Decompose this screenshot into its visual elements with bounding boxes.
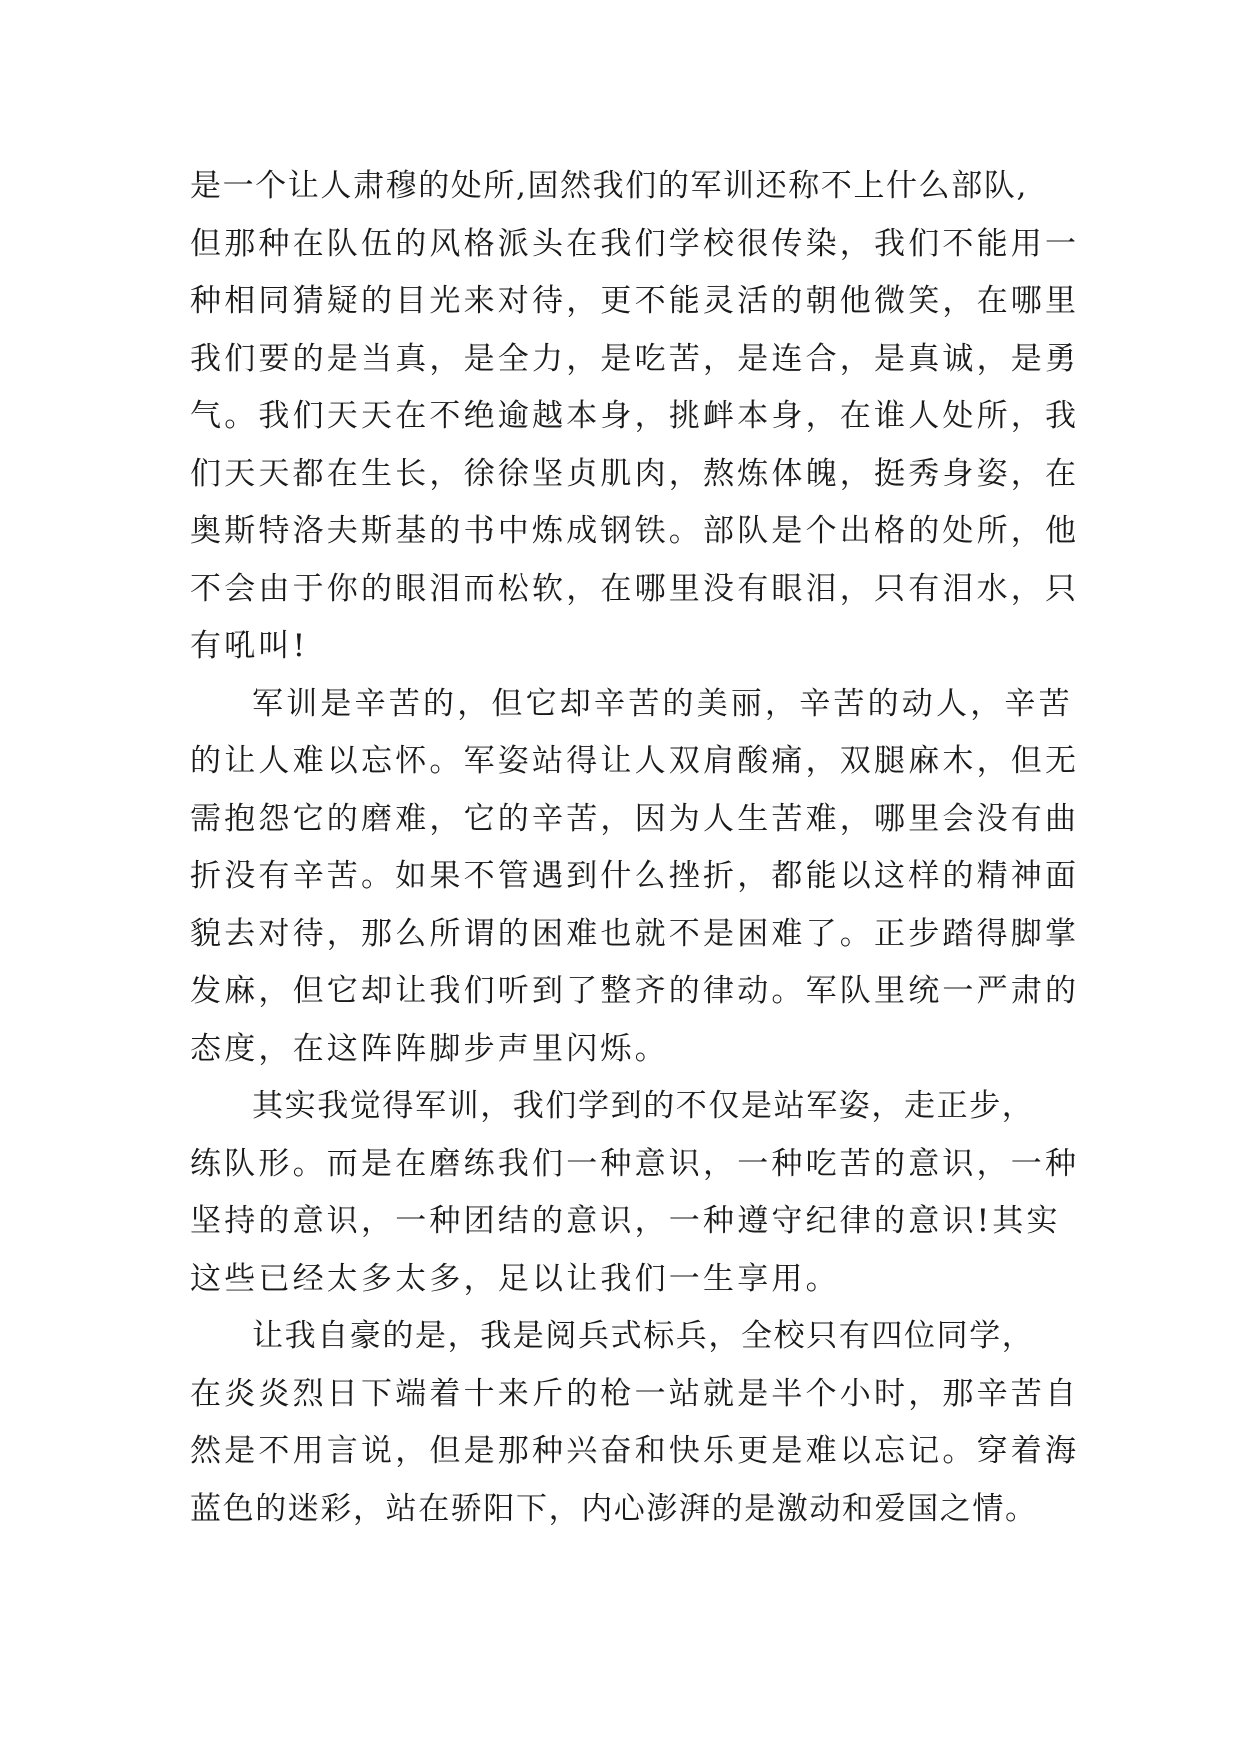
text-line: 气。我们天天在不绝逾越本身，挑衅本身，在谁人处所，我 xyxy=(190,398,1080,434)
text-line: 不会由于你的眼泪而松软，在哪里没有眼泪，只有泪水，只 xyxy=(190,570,1080,607)
text-line: 态度，在这阵阵脚步声里闪烁。 xyxy=(190,1030,669,1067)
text-line: 貌去对待，那么所谓的困难也就不是困难了。正步踏得脚掌 xyxy=(190,915,1080,952)
text-line: 在炎炎烈日下端着十来斤的枪一站就是半个小时，那辛苦自 xyxy=(190,1375,1080,1412)
text-line: 但那种在队伍的风格派头在我们学校很传染，我们不能用一 xyxy=(190,225,1080,262)
text-line: 坚持的意识，一种团结的意识，一种遵守纪律的意识!其实 xyxy=(190,1203,1061,1239)
text-line: 折没有辛苦。如果不管遇到什么挫折，都能以这样的精神面 xyxy=(190,858,1080,894)
text-line: 种相同猜疑的目光来对待，更不能灵活的朝他微笑，在哪里 xyxy=(190,283,1080,319)
text-line: 是一个让人肃穆的处所,固然我们的军训还称不上什么部队, xyxy=(190,168,1028,204)
paragraph-first-line: 军训是辛苦的，但它却辛苦的美丽，辛苦的动人，辛苦 xyxy=(252,685,1073,722)
body-text xyxy=(190,158,1090,1538)
paragraph-first-line: 让我自豪的是，我是阅兵式标兵，全校只有四位同学， xyxy=(252,1318,1035,1354)
text-line: 需抱怨它的磨难，它的辛苦，因为人生苦难，哪里会没有曲 xyxy=(190,800,1080,837)
text-line: 这些已经太多太多，足以让我们一生享用。 xyxy=(190,1260,840,1297)
text-line: 然是不用言说，但是那种兴奋和快乐更是难以忘记。穿着海 xyxy=(190,1433,1080,1469)
text-line: 发麻，但它却让我们听到了整齐的律动。军队里统一严肃的 xyxy=(190,973,1080,1009)
text-line: 奥斯特洛夫斯基的书中炼成钢铁。部队是个出格的处所，他 xyxy=(190,513,1080,549)
text-line: 我们要的是当真，是全力，是吃苦，是连合，是真诚，是勇 xyxy=(190,340,1080,377)
text-line: 有吼叫! xyxy=(190,628,309,664)
text-line: 们天天都在生长，徐徐坚贞肌肉，熬炼体魄，挺秀身姿，在 xyxy=(190,455,1080,492)
paragraph-first-line: 其实我觉得军训，我们学到的不仅是站军姿，走正步， xyxy=(252,1088,1035,1124)
text-line: 蓝色的迷彩，站在骄阳下，内心澎湃的是激动和爱国之情。 xyxy=(190,1490,1038,1527)
text-line: 练队形。而是在磨练我们一种意识，一种吃苦的意识，一种 xyxy=(190,1145,1080,1182)
text-line: 的让人难以忘怀。军姿站得让人双肩酸痛，双腿麻木，但无 xyxy=(190,743,1080,779)
